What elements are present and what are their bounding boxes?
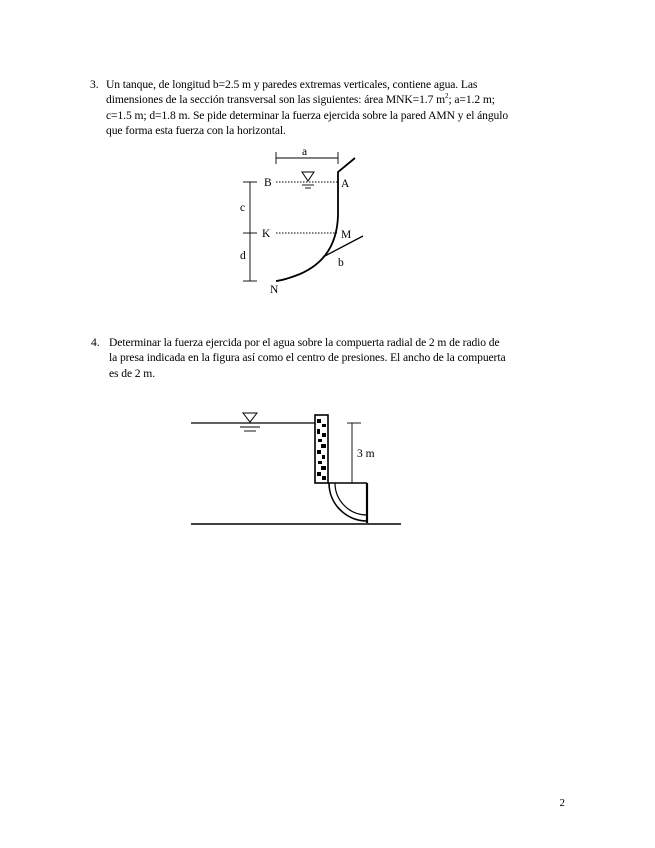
- label-N: N: [270, 284, 279, 296]
- label-a: a: [302, 146, 308, 158]
- label-K: K: [262, 228, 271, 240]
- problem-3-line-2-part-b: ; a=1.2 m;: [448, 93, 495, 107]
- dam-radial-gate-figure: [185, 405, 410, 535]
- problem-3-number: 3.: [90, 78, 99, 91]
- problem-3-line-2-part-a: dimensiones de la sección transversal son las siguientes: área MNK=1.7 m: [106, 93, 446, 107]
- problem-4-line-2: la presa indicada en la figura así como el centro de presiones. El ancho de la compuerta: [109, 351, 506, 365]
- page-number: 2: [559, 797, 565, 809]
- problem-4-line-1: Determinar la fuerza ejercida por el agua sobre la compuerta radial de 2 m de radio de: [109, 336, 500, 349]
- problem-4-text: [109, 335, 564, 381]
- problem-3-line-4: que forma esta fuerza con la horizontal.: [106, 124, 286, 138]
- label-M: M: [341, 229, 352, 241]
- label-B: B: [264, 177, 272, 189]
- problem-3-line-3: c=1.5 m; d=1.8 m. Se pide determinar la fuerza ejercida sobre la pared AMN y el ángulo: [106, 108, 509, 122]
- problem-3-line-1: Un tanque, de longitud b=2.5 m y paredes extremas verticales, contiene agua. Las: [106, 78, 478, 91]
- label-3m: 3 m: [357, 448, 375, 460]
- label-A: A: [341, 178, 350, 190]
- radial-gate-outer-arc: [329, 483, 367, 521]
- problem-3-line-2: [106, 92, 564, 107]
- dam-pier: [315, 415, 328, 483]
- squared-superscript: 2: [445, 92, 449, 101]
- label-b: b: [338, 257, 344, 269]
- free-surface-symbol-icon: [302, 172, 314, 181]
- problem-4-number: 4.: [91, 336, 100, 349]
- problem-3: [90, 77, 564, 139]
- problem-3-text: [106, 77, 564, 139]
- free-surface-symbol-icon: [243, 413, 257, 422]
- problem-4-line-3: es de 2 m.: [109, 366, 156, 380]
- label-d: d: [240, 250, 246, 262]
- problem-4: [91, 335, 564, 381]
- tank-cross-section-figure: [230, 140, 380, 300]
- label-c: c: [240, 202, 246, 214]
